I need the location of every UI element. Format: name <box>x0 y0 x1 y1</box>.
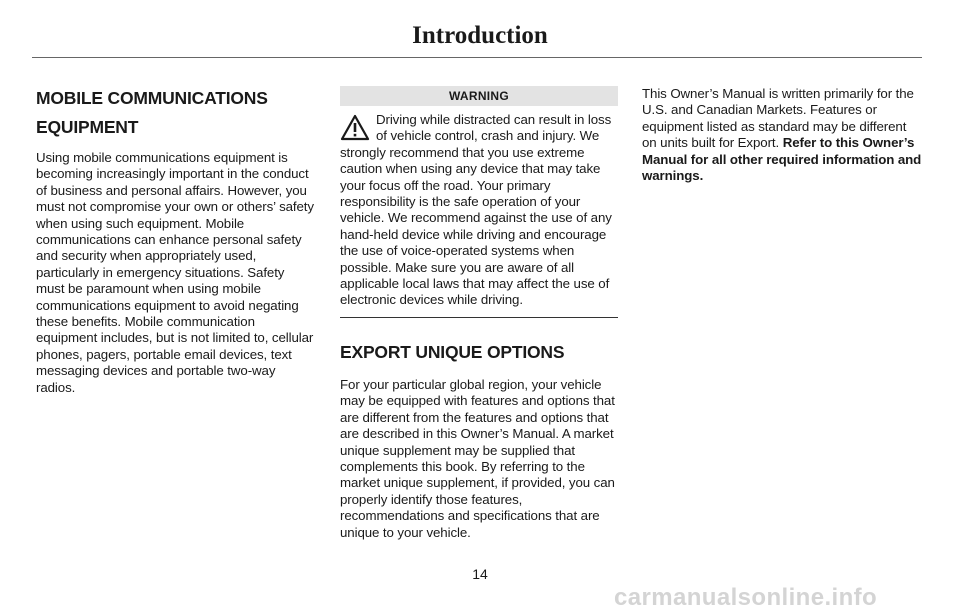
warning-bottom-rule <box>340 317 618 318</box>
warning-label: WARNING <box>340 86 618 106</box>
manual-note-bold: Refer to this Owner’s Manual for all other required information and warnings. <box>642 135 922 184</box>
export-heading: EXPORT UNIQUE OPTIONS <box>340 341 565 362</box>
column-manual-note <box>642 86 924 184</box>
export-section <box>340 340 618 541</box>
page-number: 14 <box>472 566 488 582</box>
header-divider <box>32 57 922 58</box>
page-header-title: Introduction <box>412 22 548 49</box>
warning-box <box>340 112 618 309</box>
heading-line-2: EQUIPMENT <box>36 117 139 137</box>
warning-triangle-icon <box>340 114 370 142</box>
manual-note-text: This Owner’s Manual is written primarily for the U.S. and Canadian Markets. Features or equipment listed as standard may be different on units built for Export. <box>642 86 914 151</box>
heading-line-1: MOBILE COMMUNICATIONS <box>36 88 268 108</box>
column-warning-export <box>340 86 618 541</box>
mobile-communications-heading <box>36 86 314 140</box>
manual-note <box>642 86 924 184</box>
export-body: For your particular global region, your vehicle may be equipped with features and options that are different from the features and options that are described in this Owner’s Manual. A market unique supplement may be supplied that complements this book. By referring to the market unique supplement, if provided, you can properly identify those features, recommendations and specifications that are unique to your vehicle. <box>340 376 615 540</box>
column-mobile-communications <box>36 86 314 396</box>
watermark: carmanualsonline.info <box>614 584 878 611</box>
warning-body: Driving while distracted can result in loss of vehicle control, crash and injury. We strongly recommend that you use extreme caution when using any device that may take your focus off the road. Your primary responsibility is the safe operation of your vehicle. We recommend against the use of any hand-held device while driving and encourage the use of voice-operated systems when possible. Make sure you are aware of all applicable local laws that may affect the use of electronic devices while driving. <box>340 112 612 308</box>
mobile-communications-body: Using mobile communications equipment is becoming increasingly important in the conduct of business and personal affairs. However, you must not compromise your own or others’ safety when using such equipment. Mobile communications can enhance personal safety and security when appropriately used, particularly in emergency situations. Safety must be paramount when using mobile communications equipment to avoid negating these benefits. Mobile communication equipment includes, but is not limited to, cellular phones, pagers, portable email devices, text messaging devices and portable two-way radios. <box>36 150 314 395</box>
